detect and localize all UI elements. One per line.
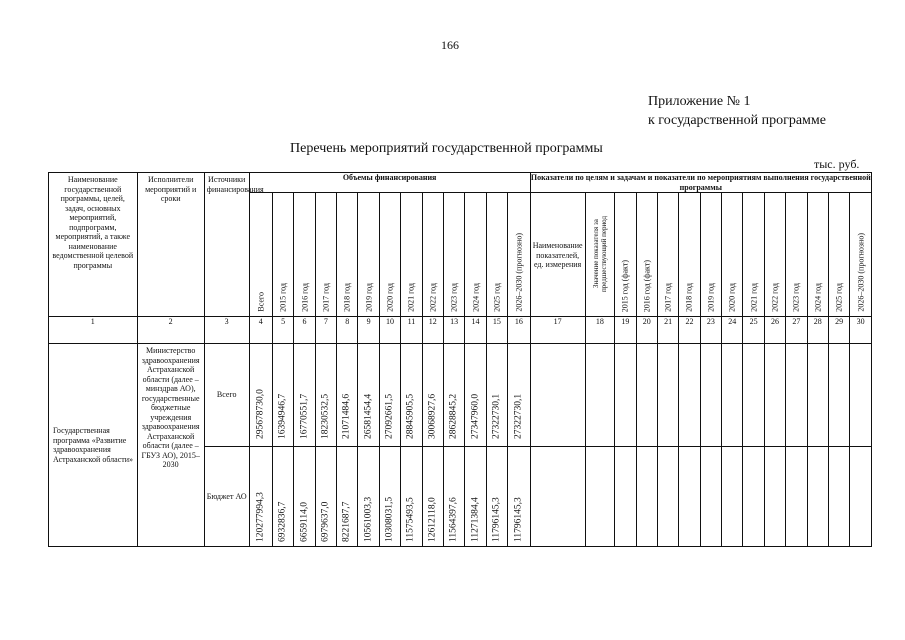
header-indicator-col: 2025 год bbox=[828, 193, 849, 317]
column-number: 8 bbox=[337, 317, 358, 344]
header-indicator-col: 2021 год bbox=[743, 193, 764, 317]
column-number: 22 bbox=[679, 317, 700, 344]
column-number: 29 bbox=[828, 317, 849, 344]
column-number: 15 bbox=[486, 317, 507, 344]
funding-value: 11271384,4 bbox=[465, 447, 486, 547]
column-number: 7 bbox=[315, 317, 336, 344]
indicator-cell bbox=[585, 447, 615, 547]
header-funding-col: 2015 год bbox=[272, 193, 293, 317]
funding-value: 27092661,5 bbox=[379, 344, 400, 447]
header-funding-col: 2021 год bbox=[401, 193, 422, 317]
page-number: 166 bbox=[441, 38, 459, 52]
indicator-cell bbox=[700, 344, 721, 447]
indicator-cell bbox=[679, 447, 700, 547]
appendix-line-1: Приложение № 1 bbox=[648, 94, 751, 109]
funding-value: 120277994,3 bbox=[249, 447, 272, 547]
header-indicator-col: 2019 год bbox=[700, 193, 721, 317]
header-indicator-col: 2024 год bbox=[807, 193, 828, 317]
indicator-cell bbox=[828, 344, 849, 447]
funding-value: 27322730,1 bbox=[508, 344, 531, 447]
indicator-cell bbox=[743, 344, 764, 447]
funding-value: 8221687,7 bbox=[337, 447, 358, 547]
header-executors: Исполнители мероприятий и сроки bbox=[137, 173, 204, 317]
indicator-cell bbox=[722, 447, 743, 547]
header-funding-col: 2017 год bbox=[315, 193, 336, 317]
indicator-cell bbox=[615, 447, 636, 547]
funding-value: 6932836,7 bbox=[272, 447, 293, 547]
funding-value: 11564397,6 bbox=[443, 447, 464, 547]
indicator-cell bbox=[850, 344, 872, 447]
header-indicator-col: 2016 год (факт) bbox=[636, 193, 657, 317]
header-indicator-name: Наименование показателей, ед. измерения bbox=[530, 193, 585, 317]
column-number: 20 bbox=[636, 317, 657, 344]
column-number: 23 bbox=[700, 317, 721, 344]
funding-value: 12612118,0 bbox=[422, 447, 443, 547]
funding-value: 30068927,6 bbox=[422, 344, 443, 447]
indicator-cell bbox=[636, 344, 657, 447]
column-number: 30 bbox=[850, 317, 872, 344]
header-funding-col: 2022 год bbox=[422, 193, 443, 317]
indicator-cell bbox=[530, 447, 585, 547]
header-funding-col: 2020 год bbox=[379, 193, 400, 317]
indicator-cell bbox=[807, 344, 828, 447]
column-number: 2 bbox=[137, 317, 204, 344]
funding-value: 6979637,0 bbox=[315, 447, 336, 547]
funding-value: 10561003,3 bbox=[358, 447, 379, 547]
indicator-cell bbox=[743, 447, 764, 547]
column-number: 27 bbox=[786, 317, 807, 344]
indicator-cell bbox=[657, 447, 678, 547]
funding-value: 6659114,0 bbox=[294, 447, 315, 547]
column-number: 28 bbox=[807, 317, 828, 344]
column-number: 13 bbox=[443, 317, 464, 344]
header-funding-col: Всего bbox=[249, 193, 272, 317]
header-indicator-col: 2017 год bbox=[657, 193, 678, 317]
funding-value: 16770551,7 bbox=[294, 344, 315, 447]
header-indicator-col: 2022 год bbox=[764, 193, 785, 317]
header-indicator-col: Значение показателя за предшествующий период bbox=[585, 193, 615, 317]
indicator-cell bbox=[700, 447, 721, 547]
header-funding-col: 2023 год bbox=[443, 193, 464, 317]
indicator-cell bbox=[679, 344, 700, 447]
indicator-cell bbox=[786, 447, 807, 547]
column-number: 17 bbox=[530, 317, 585, 344]
column-number: 1 bbox=[49, 317, 138, 344]
header-indicators-group: Показатели по целям и задачам и показатели по мероприятиям выполнения государственной программы bbox=[530, 173, 871, 192]
funding-value: 18230532,5 bbox=[315, 344, 336, 447]
funding-value: 16394946,7 bbox=[272, 344, 293, 447]
funding-value: 295678730,0 bbox=[249, 344, 272, 447]
column-number: 4 bbox=[249, 317, 272, 344]
funding-source-cell: Всего bbox=[204, 344, 249, 447]
column-number: 21 bbox=[657, 317, 678, 344]
header-funding-col: 2026–2030 (прогнозно) bbox=[508, 193, 531, 317]
funding-value: 27347960,0 bbox=[465, 344, 486, 447]
header-indicator-col: 2020 год bbox=[722, 193, 743, 317]
column-number-row bbox=[49, 317, 872, 344]
column-number: 25 bbox=[743, 317, 764, 344]
indicator-cell bbox=[530, 344, 585, 447]
header-indicator-col: 2026–2030 (прогнозно) bbox=[850, 193, 872, 317]
document-title: Перечень мероприятий государственной программы bbox=[290, 141, 603, 156]
header-program-name: Наименование государственной программы, целей, задач, основных мероприятий, подпрограмм, мероприятий, а также наименование ведомственной целевой программы bbox=[49, 173, 138, 317]
column-number: 16 bbox=[508, 317, 531, 344]
funding-source-cell: Бюджет АО bbox=[204, 447, 249, 547]
column-number: 18 bbox=[585, 317, 615, 344]
header-funding-group: Объемы финансирования bbox=[249, 173, 530, 193]
unit-label: тыс. руб. bbox=[814, 157, 860, 171]
column-number: 3 bbox=[204, 317, 249, 344]
measures-table bbox=[48, 172, 872, 547]
header-indicator-col: 2023 год bbox=[786, 193, 807, 317]
column-number: 5 bbox=[272, 317, 293, 344]
indicator-cell bbox=[615, 344, 636, 447]
header-indicator-col: 2015 год (факт) bbox=[615, 193, 636, 317]
header-funding-col: 2024 год bbox=[465, 193, 486, 317]
column-number: 26 bbox=[764, 317, 785, 344]
header-funding-source: Источники финансирования bbox=[204, 173, 249, 317]
funding-value: 26581454,4 bbox=[358, 344, 379, 447]
funding-value: 11796145,3 bbox=[508, 447, 531, 547]
indicator-cell bbox=[786, 344, 807, 447]
indicator-cell bbox=[636, 447, 657, 547]
column-number: 12 bbox=[422, 317, 443, 344]
column-number: 14 bbox=[465, 317, 486, 344]
funding-value: 10308031,5 bbox=[379, 447, 400, 547]
indicator-cell bbox=[657, 344, 678, 447]
indicator-cell bbox=[850, 447, 872, 547]
column-number: 10 bbox=[379, 317, 400, 344]
program-name-cell: Государственная программа «Развитие здравоохранения Астраханской области» bbox=[49, 344, 138, 547]
column-number: 6 bbox=[294, 317, 315, 344]
funding-value: 27322730,1 bbox=[486, 344, 507, 447]
funding-value: 21071484,6 bbox=[337, 344, 358, 447]
column-number: 9 bbox=[358, 317, 379, 344]
funding-value: 11575493,5 bbox=[401, 447, 422, 547]
header-funding-col: 2016 год bbox=[294, 193, 315, 317]
header-funding-col: 2025 год bbox=[486, 193, 507, 317]
funding-value: 28845905,5 bbox=[401, 344, 422, 447]
table-row bbox=[49, 344, 872, 447]
header-indicator-col: 2018 год bbox=[679, 193, 700, 317]
header-funding-col: 2019 год bbox=[358, 193, 379, 317]
header-row-1 bbox=[49, 173, 872, 193]
indicator-cell bbox=[764, 344, 785, 447]
appendix-heading bbox=[648, 92, 826, 130]
indicator-cell bbox=[585, 344, 615, 447]
indicator-cell bbox=[807, 447, 828, 547]
funding-value: 28628845,2 bbox=[443, 344, 464, 447]
column-number: 24 bbox=[722, 317, 743, 344]
indicator-cell bbox=[722, 344, 743, 447]
column-number: 19 bbox=[615, 317, 636, 344]
column-number: 11 bbox=[401, 317, 422, 344]
indicator-cell bbox=[828, 447, 849, 547]
funding-value: 11796145,3 bbox=[486, 447, 507, 547]
appendix-line-2: к государственной программе bbox=[648, 113, 826, 128]
indicator-cell bbox=[764, 447, 785, 547]
header-funding-col: 2018 год bbox=[337, 193, 358, 317]
executors-cell: Министерство здравоохранения Астраханской области (далее –минздрав АО), государственные бюджетные учреждения здравоохранения Астраханской области (далее – ГБУЗ АО), 2015–2030 bbox=[137, 344, 204, 547]
